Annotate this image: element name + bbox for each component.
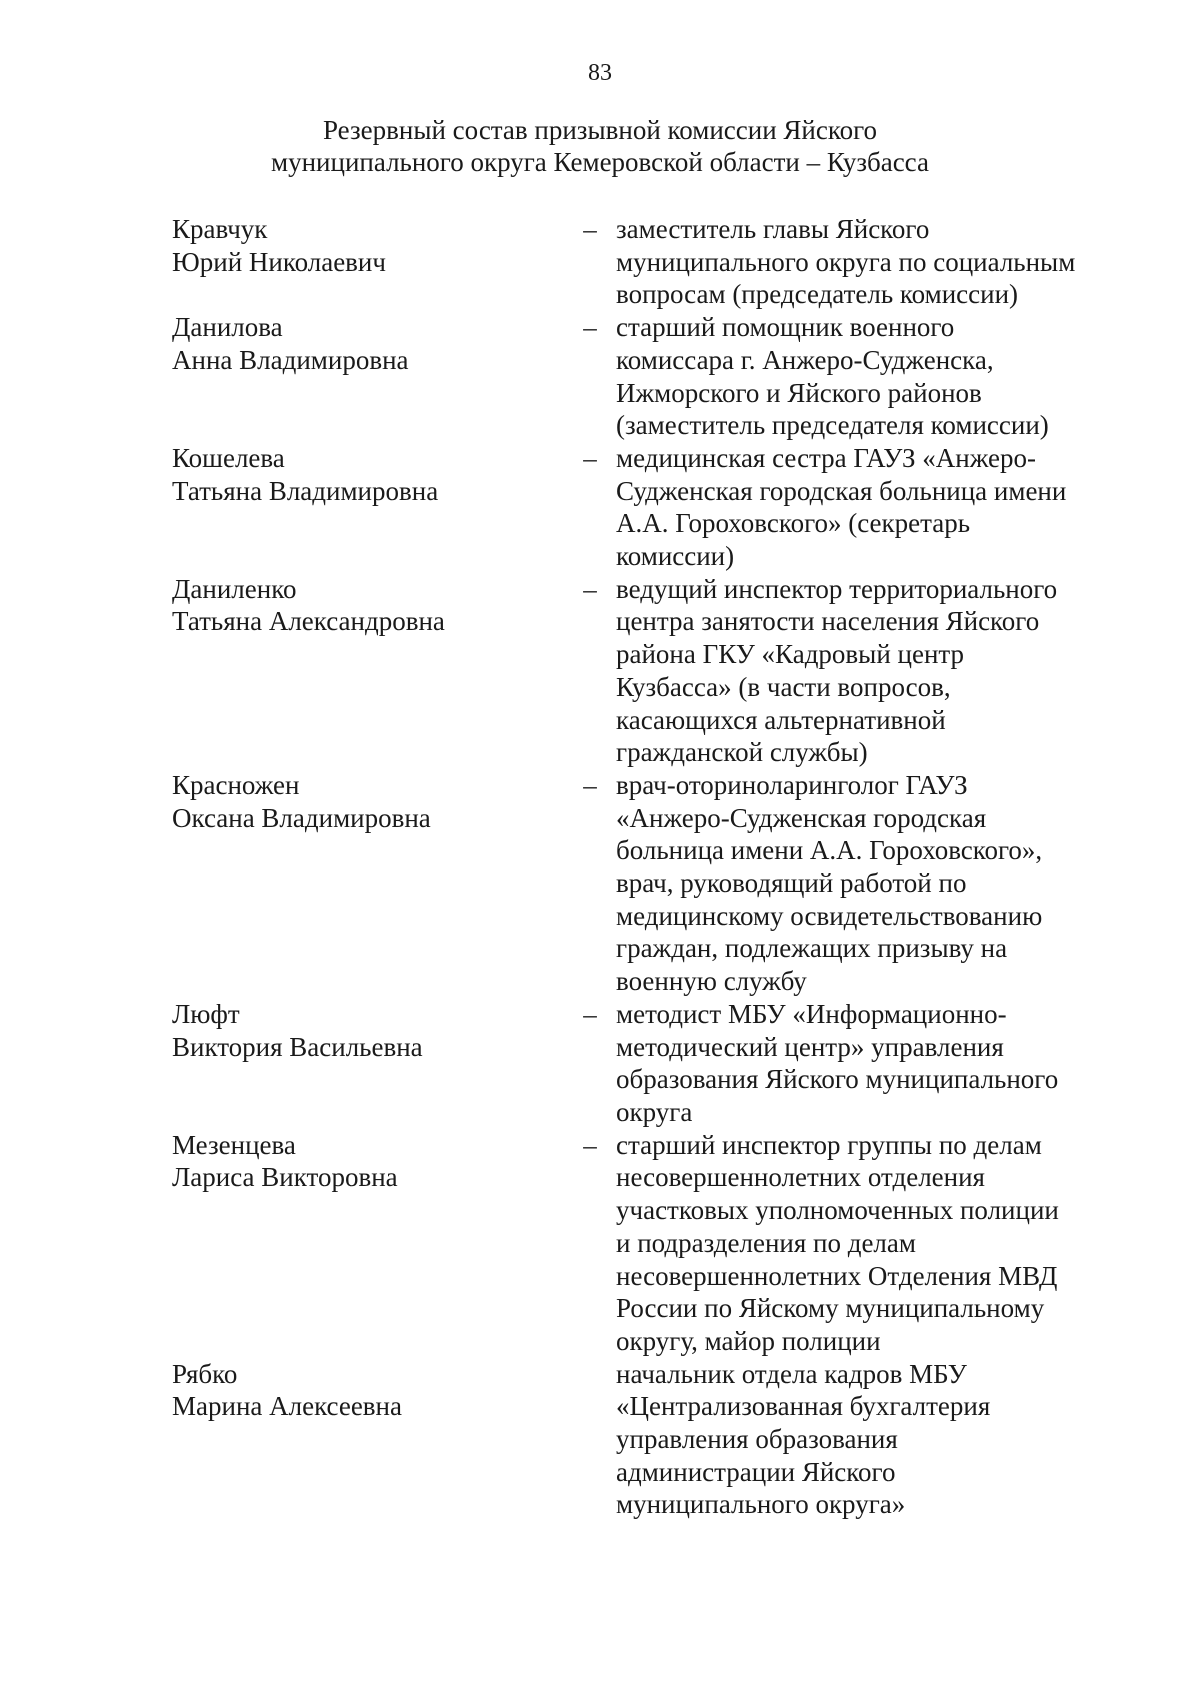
member-entry [172, 573, 1122, 769]
member-name [172, 573, 552, 638]
member-role-line: медицинскому освидетельствованию [616, 900, 1043, 931]
member-role [616, 311, 1126, 442]
member-name [172, 1129, 552, 1194]
member-surname: Мезенцева [172, 1129, 296, 1160]
member-surname: Рябко [172, 1358, 238, 1389]
member-role-line: врач-оториноларинголог ГАУЗ [616, 769, 968, 800]
member-surname: Красножен [172, 769, 300, 800]
member-role-line: образования Яйского муниципального [616, 1064, 1059, 1095]
member-dash: – [583, 1129, 597, 1160]
member-role-line: муниципального округа» [616, 1489, 906, 1520]
member-role-line: Судженская городская больница имени [616, 475, 1067, 506]
member-entry [172, 998, 1122, 1129]
member-role-line: старший помощник военного [616, 312, 955, 343]
member-role-line: гражданской службы) [616, 737, 868, 768]
member-given-names: Виктория Васильевна [172, 1031, 423, 1062]
member-dash: – [583, 769, 597, 800]
member-role [616, 1358, 1126, 1522]
member-role-line: вопросам (председатель комиссии) [616, 279, 1019, 310]
member-name [172, 769, 552, 834]
member-entry [172, 442, 1122, 573]
member-role [616, 998, 1126, 1129]
member-dash: – [583, 312, 597, 343]
member-role-line: района ГКУ «Кадровый центр [616, 639, 965, 670]
member-role-line: центра занятости населения Яйского [616, 606, 1040, 637]
member-role [616, 573, 1126, 769]
member-entry [172, 311, 1122, 442]
member-role-line: комиссии) [616, 541, 735, 572]
member-surname: Данилова [172, 312, 283, 343]
member-given-names: Оксана Владимировна [172, 802, 431, 833]
member-role-line: А.А. Гороховского» (секретарь [616, 508, 971, 539]
member-name [172, 1358, 552, 1423]
member-role-line: комиссара г. Анжеро-Судженска, [616, 344, 994, 375]
member-name [172, 311, 552, 376]
member-surname: Кошелева [172, 442, 285, 473]
member-dash: – [583, 573, 597, 604]
member-role-line: заместитель главы Яйского [616, 214, 930, 244]
member-role-line: военную службу [616, 966, 807, 997]
member-role-line: Ижморского и Яйского районов [616, 377, 982, 408]
member-role-line: администрации Яйского [616, 1456, 896, 1487]
member-role-line: врач, руководящий работой по [616, 868, 967, 899]
member-name [172, 998, 552, 1063]
member-role-line: начальник отдела кадров МБУ [616, 1358, 967, 1389]
document-title [0, 114, 1200, 178]
member-entry [172, 769, 1122, 998]
member-role-line: старший инспектор группы по делам [616, 1129, 1042, 1160]
member-role-line: несовершеннолетних Отделения МВД [616, 1260, 1058, 1291]
member-role-line: участковых уполномоченных полиции [616, 1195, 1059, 1226]
member-role-line: и подразделения по делам [616, 1227, 916, 1258]
title-line: муниципального округа Кемеровской области – Кузбасса [271, 147, 929, 177]
member-role-line: округа [616, 1096, 693, 1127]
member-role-line: муниципального округа по социальным [616, 246, 1076, 277]
member-role-line: методист МБУ «Информационно- [616, 998, 1007, 1029]
member-dash: – [583, 214, 597, 244]
member-role-line: медицинская сестра ГАУЗ «Анжеро- [616, 442, 1036, 473]
member-role [616, 1129, 1126, 1358]
member-role-line: округу, майор полиции [616, 1325, 881, 1356]
member-role [616, 213, 1126, 311]
member-role-line: «Анжеро-Судженская городская [616, 802, 987, 833]
member-given-names: Татьяна Александровна [172, 606, 445, 637]
member-name [172, 442, 552, 507]
member-role-line: России по Яйскому муниципальному [616, 1293, 1045, 1324]
page-number: 83 [588, 60, 612, 86]
member-role-line: несовершеннолетних отделения [616, 1162, 985, 1193]
commission-roster [172, 213, 1122, 1521]
member-given-names: Лариса Викторовна [172, 1162, 398, 1193]
member-role-line: ведущий инспектор территориального [616, 573, 1058, 604]
member-entry [172, 213, 1122, 311]
member-entry [172, 1358, 1122, 1522]
member-role-line: (заместитель председателя комиссии) [616, 410, 1049, 441]
member-role-line: больница имени А.А. Гороховского», [616, 835, 1043, 866]
member-name [172, 213, 552, 278]
title-line: Резервный состав призывной комиссии Яйского [323, 115, 877, 145]
member-role-line: Кузбасса» (в части вопросов, [616, 671, 951, 702]
member-surname: Даниленко [172, 573, 297, 604]
member-role [616, 769, 1126, 998]
member-role [616, 442, 1126, 573]
member-surname: Люфт [172, 998, 240, 1029]
member-role-line: «Централизованная бухгалтерия [616, 1391, 991, 1422]
member-dash: – [583, 998, 597, 1029]
member-given-names: Анна Владимировна [172, 344, 409, 375]
member-role-line: методический центр» управления [616, 1031, 1004, 1062]
member-role-line: касающихся альтернативной [616, 704, 946, 735]
member-role-line: граждан, подлежащих призыву на [616, 933, 1008, 964]
member-given-names: Марина Алексеевна [172, 1391, 402, 1422]
member-surname: Кравчук [172, 214, 268, 244]
member-given-names: Татьяна Владимировна [172, 475, 439, 506]
member-dash: – [583, 442, 597, 473]
member-role-line: управления образования [616, 1424, 898, 1455]
member-given-names: Юрий Николаевич [172, 246, 386, 277]
member-entry [172, 1129, 1122, 1358]
